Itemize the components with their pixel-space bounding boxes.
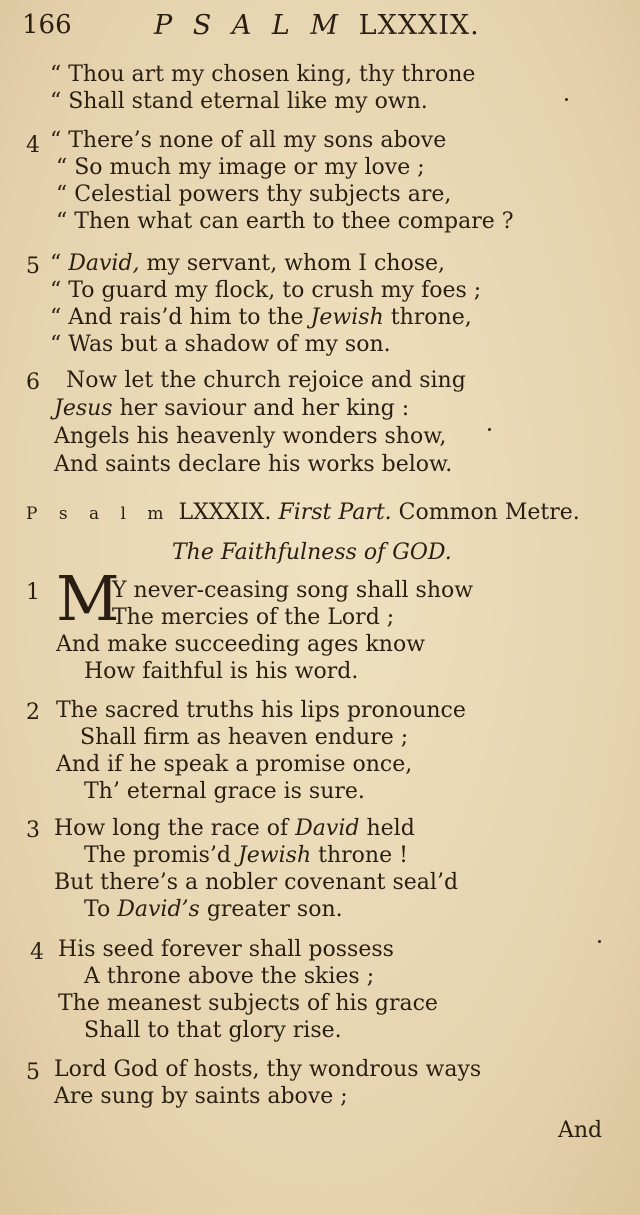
verse-line-text: my servant, whom I chose,	[146, 251, 446, 276]
page-number: 166	[22, 10, 72, 40]
verse-line: The sacred truths his lips pronounce	[56, 698, 466, 723]
psalm-subtitle: The Faithfulness of GOD.	[172, 540, 452, 565]
verse-number: 6	[26, 370, 40, 395]
verse-line-text: held	[366, 816, 415, 841]
italic-name: Jesus	[54, 396, 113, 421]
verse-number: 1	[26, 580, 40, 605]
italic-name: David,	[68, 251, 140, 276]
verse-line: Now let the church rejoice and sing	[66, 368, 466, 393]
page-header	[22, 10, 622, 44]
verse-line: The mercies of the Lord ;	[112, 605, 395, 630]
verse-line: And if he speak a promise once,	[56, 752, 413, 777]
italic-word: Jewish	[310, 305, 384, 330]
verse-line: Shall firm as heaven endure ;	[80, 725, 409, 750]
verse-number: 5	[26, 254, 40, 279]
verse-line: Lord God of hosts, thy wondrous ways	[54, 1057, 482, 1082]
verse-line: And make succeeding ages know	[56, 632, 426, 657]
running-title-word: P S A L M	[154, 10, 345, 41]
verse-line	[50, 251, 445, 277]
verse-line: Angels his heavenly wonders show,	[54, 424, 447, 449]
verse-line: “ To guard my flock, to crush my foes ;	[50, 278, 482, 303]
psalm-label: P s a l m	[26, 504, 172, 524]
running-title-numeral: LXXXIX.	[358, 10, 480, 41]
verse-line: Shall to that glory rise.	[84, 1018, 342, 1043]
catchword: And	[558, 1118, 603, 1143]
verse-line	[84, 897, 343, 923]
metre-label: Common Metre.	[398, 500, 580, 525]
psalm-heading	[26, 500, 626, 525]
verse-line: The meanest subjects of his grace	[58, 991, 438, 1016]
verse-line: Th’ eternal grace is sure.	[84, 779, 365, 804]
verse-line: “ Thou art my chosen king, thy throne	[50, 62, 476, 87]
verse-number: 4	[30, 940, 44, 965]
verse-number: 2	[26, 700, 40, 725]
verse-line	[54, 816, 415, 842]
verse-line: “ So much my image or my love ;	[56, 155, 425, 180]
italic-word: Jewish	[237, 843, 312, 868]
verse-line-text: The promis’d	[84, 843, 231, 868]
running-title	[154, 10, 480, 41]
verse-line: “ There’s none of all my sons above	[50, 128, 447, 153]
ink-speck	[565, 98, 568, 101]
verse-line: His seed forever shall possess	[58, 937, 394, 962]
drop-cap: M	[56, 562, 120, 635]
verse-number: 3	[26, 818, 40, 843]
verse-line	[54, 396, 409, 422]
verse-number: 4	[26, 133, 40, 158]
italic-name: David	[295, 816, 360, 841]
verse-number: 5	[26, 1060, 40, 1085]
verse-line-text: How long the race of	[54, 816, 289, 841]
ink-speck	[598, 940, 601, 943]
verse-line: And saints declare his works below.	[54, 452, 453, 477]
verse-line: “ Was but a shadow of my son.	[50, 332, 391, 357]
italic-name: David’s	[117, 897, 200, 922]
psalm-numeral: LXXXIX.	[178, 500, 272, 525]
verse-line: Y never-ceasing song shall show	[112, 578, 474, 603]
verse-line: Are sung by saints above ;	[54, 1084, 348, 1109]
verse-line-text: her saviour and her king :	[119, 396, 410, 421]
part-label: First Part.	[278, 500, 392, 525]
verse-line-text: throne,	[390, 305, 472, 330]
verse-line-text: throne !	[318, 843, 408, 868]
verse-line: A throne above the skies ;	[84, 964, 375, 989]
verse-line: “ Celestial powers thy subjects are,	[56, 182, 452, 207]
verse-line-text: To	[84, 897, 111, 922]
verse-line: “ Then what can earth to thee compare ?	[56, 209, 514, 234]
verse-line: How faithful is his word.	[84, 659, 359, 684]
verse-line	[50, 305, 472, 331]
open-quote: “	[50, 251, 62, 276]
verse-line-text: greater son.	[206, 897, 343, 922]
verse-line	[84, 843, 408, 869]
verse-line: But there’s a nobler covenant seal’d	[54, 870, 459, 895]
ink-speck	[488, 428, 491, 431]
verse-line: “ Shall stand eternal like my own.	[50, 89, 428, 114]
verse-line-text: “ And rais’d him to the	[50, 305, 304, 330]
